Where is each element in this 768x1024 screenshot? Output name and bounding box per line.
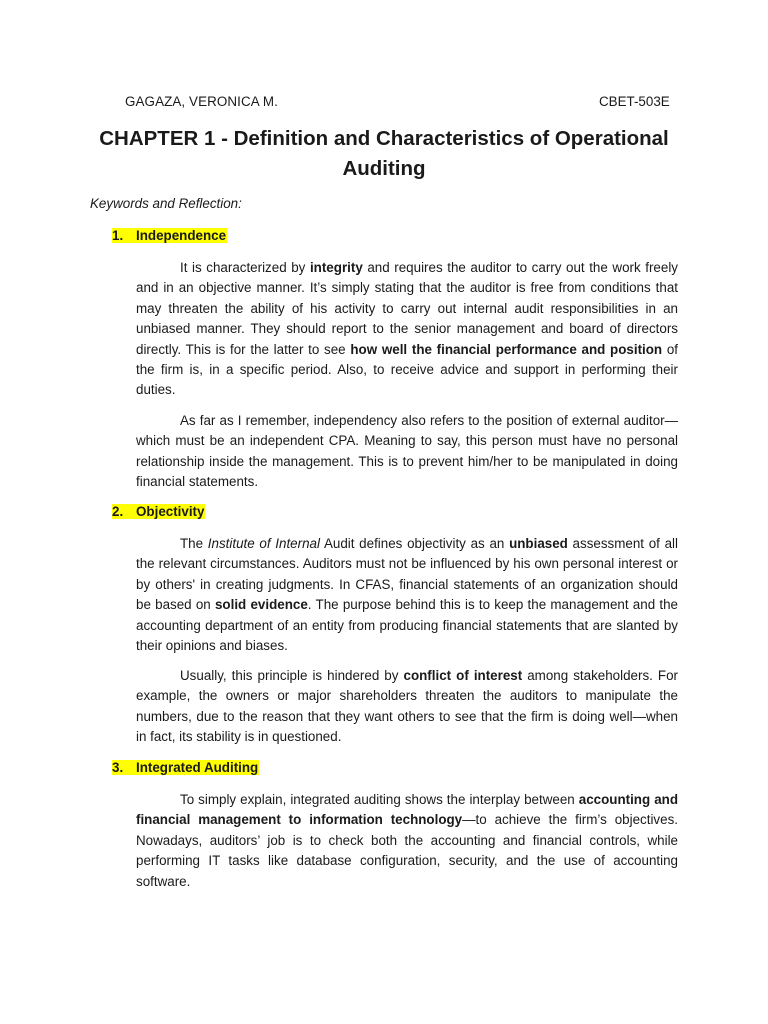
section-heading-independence (112, 228, 227, 243)
section-title: Objectivity (136, 504, 205, 519)
paragraph (136, 258, 678, 401)
bold-text: unbiased (509, 536, 568, 551)
text-run: assessment of all the relevant circumstances. Auditors must not be influenced by his own personal interest or by others' in creating judgments. In CFAS, financial statements of an organization should be based on (136, 536, 679, 613)
section-title: Independence (136, 228, 227, 243)
section-number: 3. (112, 760, 124, 775)
text-run: and requires the auditor to carry out the work freely and in an objective manner. It’s simply stating that the auditor is free from conditions that may threaten the ability of his activity to carry out internal audit responsibilities in an unbiased manner. They should report to the senior management and board of directors directly. This is for the latter to see (136, 260, 678, 357)
bold-text: integrity (309, 260, 363, 275)
text-run: among stakeholders. For example, the owners or major shareholders threaten the auditors to manipulate the numbers, due to the reason that they want others to see that the firm is doing well—when in fact, its stability is in questioned. (136, 668, 678, 745)
text-run: . The purpose behind this is to keep the management and the accounting department of an entity from producing financial statements that are slanted by their opinions and biases. (136, 597, 678, 654)
text-run: —to achieve the firm’s objectives. Nowadays, auditors’ job is to check both the accounting and financial controls, while performing IT tasks like database configuration, security, and the use of accounting software. (136, 812, 678, 889)
section-title: Integrated Auditing (136, 760, 259, 775)
section-number: 1. (112, 228, 124, 243)
paragraph (136, 790, 678, 892)
bold-text: conflict of interest (403, 668, 523, 683)
text-run: As far as I remember, independency also refers to the position of external auditor—which must be an independent CPA. Meaning to say, this person must have no personal relationship inside the management. This is to prevent him/her to be manipulated in doing financial statements. (136, 413, 678, 490)
text-run: The (180, 536, 208, 551)
chapter-title: CHAPTER 1 - Definition and Characteristics of Operational Auditing (99, 127, 669, 180)
section-heading-objectivity (112, 504, 205, 519)
paragraph (136, 411, 678, 493)
text-run: It is characterized by (180, 260, 310, 275)
course-code: CBET-503E (599, 94, 670, 109)
bold-text: how well the financial performance and position (350, 341, 663, 357)
bold-text: solid evidence (214, 597, 308, 613)
bold-text: accounting and financial management to information technology (136, 792, 679, 828)
text-run: Audit defines objectivity as an (319, 536, 510, 551)
paragraph (136, 534, 678, 656)
italic-text: Institute of Internal (207, 536, 320, 551)
section-number: 2. (112, 504, 124, 519)
text-run: Usually, this principle is hindered by (180, 668, 404, 683)
paragraph (136, 666, 678, 748)
text-run: of the firm is, in a specific period. Also, to receive advice and support in performing their duties. (136, 341, 679, 398)
section-heading-integrated-auditing (112, 760, 259, 775)
keywords-label: Keywords and Reflection: (90, 196, 242, 211)
author-name: GAGAZA, VERONICA M. (125, 94, 278, 109)
text-run: To simply explain, integrated auditing shows the interplay between (180, 792, 579, 807)
